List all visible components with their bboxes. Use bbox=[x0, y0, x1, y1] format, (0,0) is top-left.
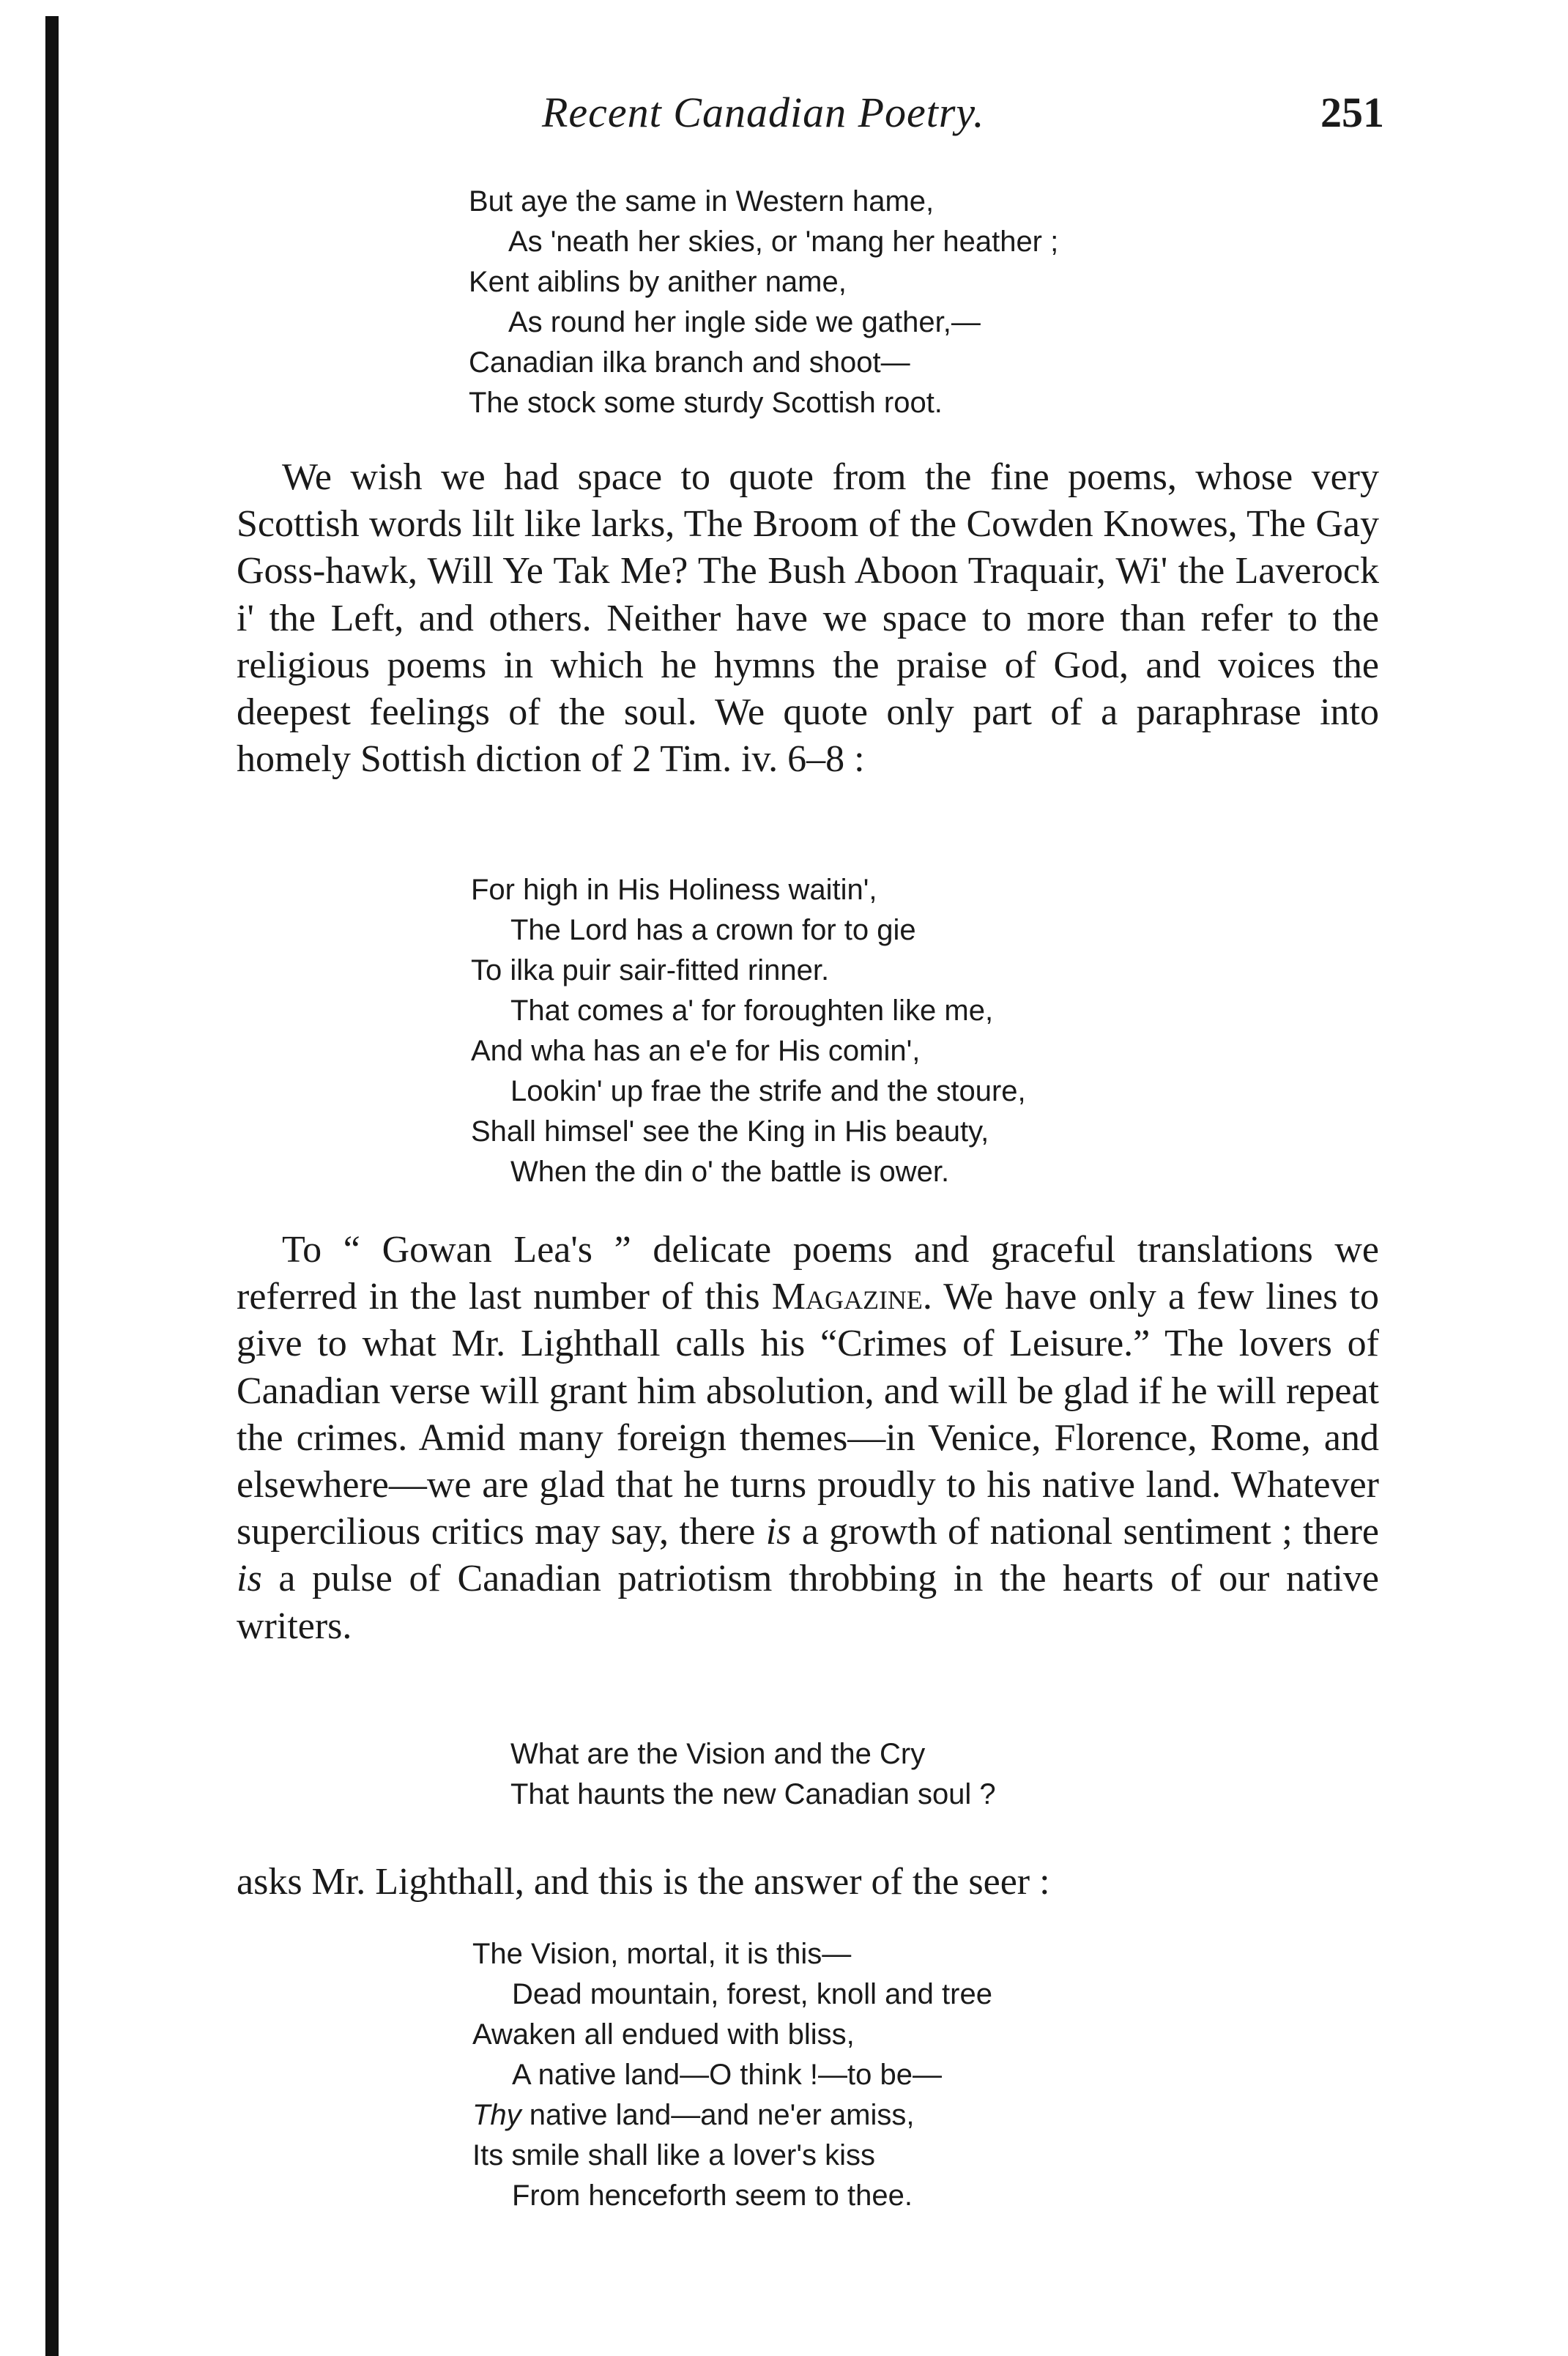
paragraph-2-text: a pulse of Canadian patriotism throbbing in the hearts of our native writers. bbox=[237, 1558, 1379, 1647]
verse-line: Kent aiblins by anither name, bbox=[469, 266, 847, 298]
paragraph-1: We wish we had space to quote from the fine poems, whose very Scottish words lilt like larks, The Broom of the Cowden Knowes, The Gay Goss-hawk, Will Ye Tak Me? The Bush Aboon Traquair, Wi' the Laverock i' the Left, and others. Neither have we space to more than refer to the religious poems in which he hymns the praise of God, and voices the deepest feelings of the soul. We quote only part of a paraphrase into homely Sottish diction of 2 Tim. iv. 6–8 : bbox=[237, 456, 1379, 781]
page-number: 251 bbox=[1320, 89, 1384, 136]
verse-stanza-3 bbox=[510, 1734, 996, 1815]
verse-line: When the din o' the battle is ower. bbox=[510, 1156, 950, 1188]
verse-line: The Lord has a crown for to gie bbox=[510, 914, 916, 946]
running-title: Recent Canadian Poetry. bbox=[542, 89, 985, 136]
verse-line: The stock some sturdy Scottish root. bbox=[469, 387, 943, 419]
verse-line: For high in His Holiness waitin', bbox=[471, 874, 877, 906]
paragraph-2-text: To “ Gowan Lea's ” delicate poems and graceful translations we referred in the last number of this bbox=[237, 1229, 1379, 1318]
verse-line: But aye the same in Western hame, bbox=[469, 185, 935, 218]
magazine-word: Magazine bbox=[771, 1276, 923, 1318]
verse-line: What are the Vision and the Cry bbox=[510, 1738, 926, 1770]
verse-line: As 'neath her skies, or 'mang her heather ; bbox=[508, 226, 1059, 258]
paragraph-2-text: . We have only a few lines to give to what Mr. Lighthall calls his “Crimes of Leisure.” The lovers of Canadian verse will grant him absolution, and will be glad if he will repeat the crimes. Amid many foreign themes—in Venice, Florence, Rome, and elsewhere—we are glad that he turns proudly to his native land. Whatever supercilious critics may say, there bbox=[237, 1276, 1379, 1553]
emphasis-is: is bbox=[765, 1511, 792, 1553]
page-header bbox=[542, 88, 1384, 161]
verse-line: That comes a' for foroughten like me, bbox=[510, 995, 994, 1027]
verse-stanza-1 bbox=[469, 182, 1058, 423]
verse-line: Canadian ilka branch and shoot— bbox=[469, 346, 910, 379]
verse-stanza-2 bbox=[471, 870, 1026, 1192]
verse-line-rest: native land—and ne'er amiss, bbox=[521, 2099, 915, 2131]
verse-stanza-4 bbox=[472, 1934, 992, 2216]
verse-line: Dead mountain, forest, knoll and tree bbox=[512, 1978, 992, 2010]
lead-in-line: asks Mr. Lighthall, and this is the answer of the seer : bbox=[237, 1861, 1050, 1903]
verse-line: To ilka puir sair-fitted rinner. bbox=[471, 954, 830, 986]
verse-line: From henceforth seem to thee. bbox=[512, 2180, 913, 2212]
paragraph-2-text: a growth of national sentiment ; there bbox=[791, 1511, 1379, 1553]
page-binding-edge bbox=[45, 16, 59, 2356]
paragraph-2 bbox=[237, 1227, 1379, 1650]
verse-line bbox=[472, 2095, 992, 2136]
verse-line: Lookin' up frae the strife and the stoure, bbox=[510, 1075, 1026, 1107]
verse-line: A native land—O think !—to be— bbox=[512, 2059, 942, 2091]
verse-italic-word: Thy bbox=[472, 2099, 521, 2131]
verse-line: The Vision, mortal, it is this— bbox=[472, 1938, 852, 1970]
verse-line: Its smile shall like a lover's kiss bbox=[472, 2139, 875, 2171]
emphasis-is: is bbox=[237, 1558, 262, 1600]
verse-line: That haunts the new Canadian soul ? bbox=[510, 1778, 996, 1810]
verse-line: And wha has an e'e for His comin', bbox=[471, 1035, 921, 1067]
verse-line: Awaken all endued with bliss, bbox=[472, 2018, 855, 2051]
verse-line: Shall himsel' see the King in His beauty, bbox=[471, 1115, 989, 1148]
verse-line: As round her ingle side we gather,— bbox=[508, 306, 981, 338]
